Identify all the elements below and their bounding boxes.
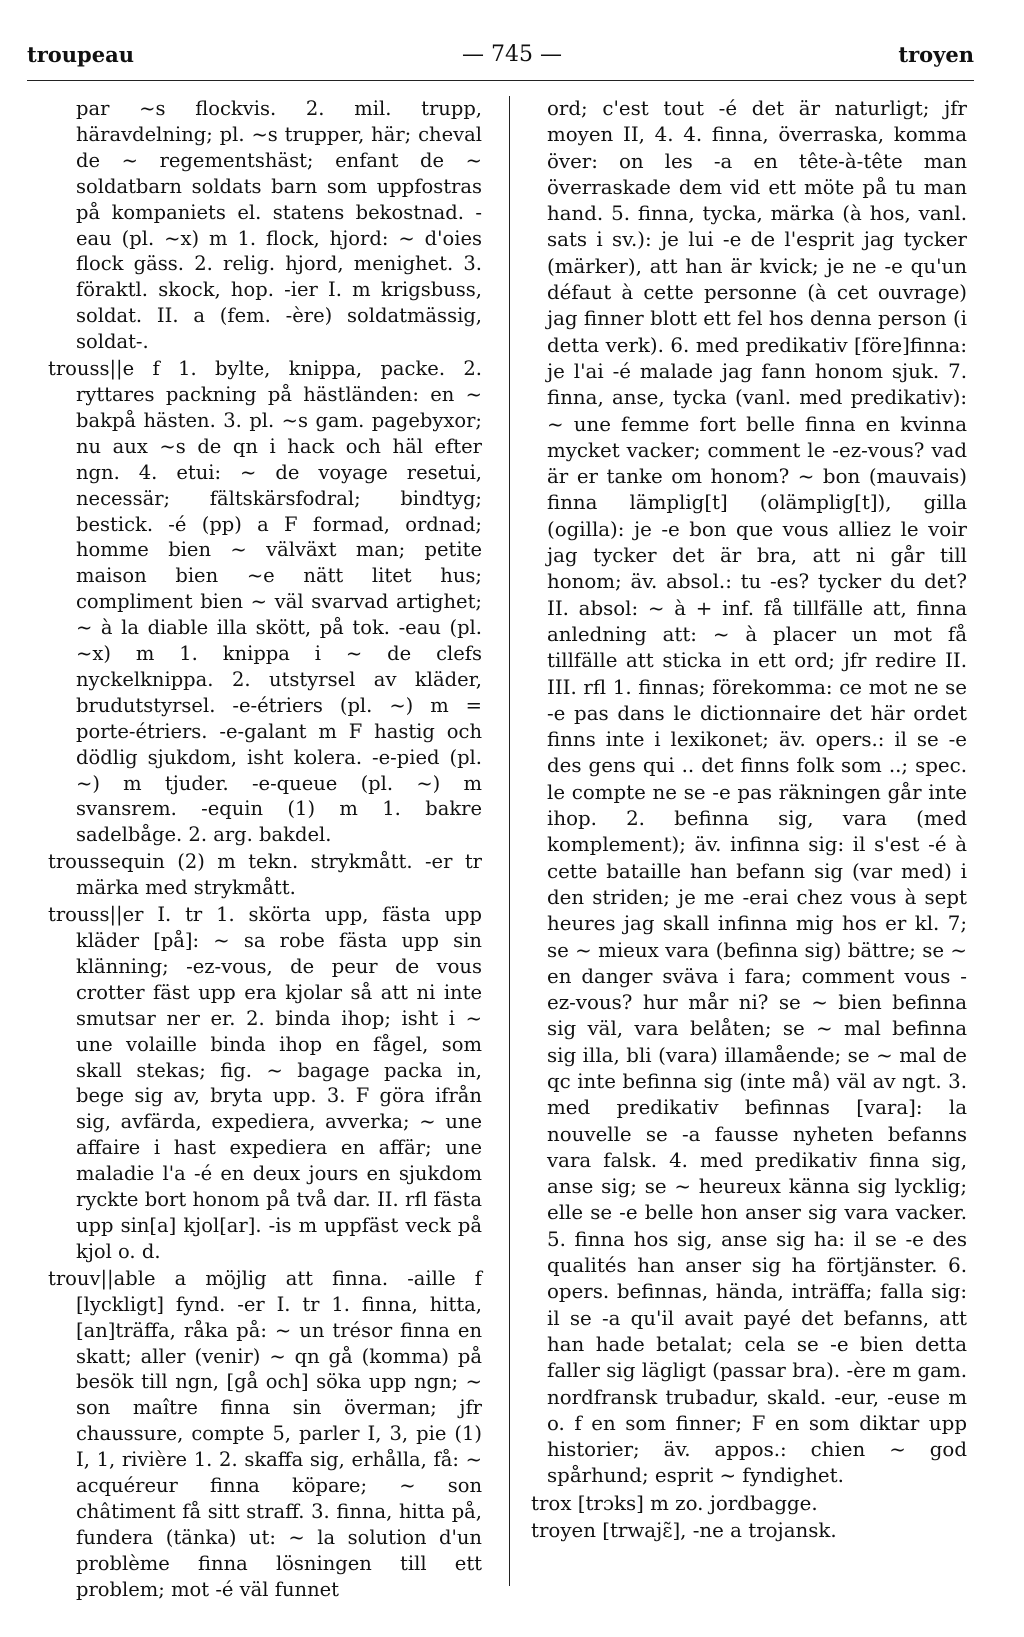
entry-troupeau-continuation: par ~s flockvis. 2. mil. trupp, häravdelning; pl. ~s trupper, här; cheval de ~ regementshäst; enfant de ~ soldatbarn soldats barn som uppfostras på kompaniets el. statens bekostnad. -eau (pl. ~x) m 1. flock, hjord: ~ d'oies flock gäss. 2. relig. hjord, menighet. 3. föraktl. skock, hop. -ier I. m krigsbuss, soldat. II. a (fem. -ère) soldatmässig, soldat-.: [76, 97, 482, 354]
entry-trouvable: trouv||able a möjlig att finna. -aille f [lyckligt] fynd. -er I. tr 1. finna, hitta, [an]träffa, råka på: ~ un trésor finna en skatt; aller (venir) ~ qn gå (komma) på besök till ngn, [gå och] söka upp ngn; ~ son maître finna sin överman; jfr chaussure, compte 5, parler I, 3, pie (1) I, 1, rivière 1. 2. skaffa sig, erhålla, få: ~ acquéreur finna köpare; ~ son châtiment få sitt straff. 3. finna, hitta på, fundera (tänka) ut: ~ la solution d'un problème finna lösningen till ett problem; mot -é väl funnet: [48, 1266, 482, 1601]
header-rule: [27, 80, 974, 81]
entry-trousse: trouss||e f 1. bylte, knippa, packe. 2. ryttares packning på hästländen: en ~ bakpå hästen. 3. pl. ~s gam. pagebyxor; nu aux ~s de qn i hack och häl efter ngn. 4. etui: ~ de voyage resetui, necessär; fältskärsfodral; bindtyg; bestick. -é (pp) a F formad, ordnad; homme bien ~ välväxt man; petite maison bien ~e nätt litet hus; compliment bien ~ väl svarvad artighet; ~ à la diable illa skött, på tok. -eau (pl. ~x) m 1. knippa i ~ de clefs nyckelknippa. 2. utstyrsel av kläder, brudutstyrsel. -e-étriers (pl. ~) m = porte-étriers. -e-galant m F hastig och dödlig sjukdom, isht kolera. -e-pied (pl. ~) m tjuder. -e-queue (pl. ~) m svansrem. -equin (1) m 1. bakre sadelbåge. 2. arg. bakdel.: [48, 357, 482, 847]
entry-trox: trox [trɔks] m zo. jordbagge.: [531, 1491, 818, 1515]
entry-trouver-continuation: ord; c'est tout -é det är naturligt; jfr moyen II, 4. 4. finna, överraska, komma över: on les -a en tête-à-tête man överraskade dem vid ett möte på tu man hand. 5. finna, tycka, märka (à hos, vanl. sats i sv.): je lui -e de l'esprit jag tycker (märker), att han är kvick; je ne -e qu'un défaut à cette personne (à cet ouvrage) jag finner blott ett fel hos denna person (i detta verk). 6. med predikativ [före]finna: je l'ai -é malade jag fann honom sjuk. 7. finna, anse, tycka (vanl. med predikativ): ~ une femme fort belle finna en kvinna mycket vacker; comment le -ez-vous? vad är er tanke om honom? ~ bon (mauvais) finna lämplig[t] (olämplig[t]), gilla (ogilla): je -e bon que vous alliez le voir jag tycker det är bra, att ni går till honom; äv. absol.: tu -es? tycker du det? II. absol: ~ à + inf. få tillfälle att, finna anledning att: ~ à placer un mot få tillfälle att sticka in ett ord; jfr redire II. III. rfl 1. finnas; förekomma: ce mot ne se -e pas dans le dictionnaire det här ordet finns inte i lexikonet; äv. opers.: il se -e des gens qui .. det finns folk som ..; spec. le compte ne se -e pas räkningen går inte ihop. 2. befinna sig, vara (med komplement); äv. infinna sig: il s'est -é à cette bataille han befann sig (var med) i den striden; je me -erai chez vous à sept heures jag skall infinna mig hos er kl. 7; se ~ mieux vara (befinna sig) bättre; se ~ en danger sväva i fara; comment vous -ez-vous? hur mår ni? se ~ bien befinna sig väl, vara belåten; se ~ mal befinna sig illa, bli (vara) illamående; se ~ mal de qc inte befinna sig (inte må) väl av ngt. 3. med predikativ befinnas [vara]: la nouvelle se -a fausse nyheten befanns vara falsk. 4. med predikativ finna sig, anse sig; se ~ heureux känna sig lycklig; elle se -e belle hon anser sig vara vacker. 5. finna hos sig, anse sig ha: il se -e des qualités han anser sig ha förtjänster. 6. opers. befinnas, hända, inträffa; falla sig: il se -a qu'il avait payé det befanns, att han hade betalat; cela se -e bien detta faller sig lägligt (passar bra). -ère m gam. nordfransk trubadur, skald. -eur, -euse m o. f en som finner; F en som diktar upp historier; äv. appos.: chien ~ god spårhund; esprit ~ fyndighet.: [547, 97, 967, 1488]
entry-troussequin: troussequin (2) m tekn. strykmått. -er tr märka med strykmått.: [48, 850, 482, 900]
entry-troyen: troyen [trwajɛ̃], -ne a trojansk.: [531, 1519, 837, 1543]
right-column: [531, 96, 967, 1544]
left-column: [48, 96, 482, 1603]
entry-trousser: trouss||er I. tr 1. skörta upp, fästa upp kläder [på]: ~ sa robe fästa upp sin klänning; -ez-vous, de peur de vous crotter fäst upp era kjolar så att ni inte smutsar ner er. 2. binda ihop; isht i ~ une volaille binda ihop en fågel, som skall stekas; fig. ~ bagage packa in, bege sig av, bryta upp. 3. F göra ifrån sig, avfärda, expediera, avverka; ~ une affaire i hast expediera en affär; une maladie l'a -é en deux jours en sjukdom ryckte bort honom på två dar. II. rfl fästa upp sin[a] kjol[ar]. -is m uppfäst veck på kjol o. d.: [48, 903, 482, 1263]
header-left-guide-word: troupeau: [27, 42, 134, 67]
header-right-guide-word: troyen: [898, 42, 974, 67]
column-divider: [509, 96, 510, 1586]
page-number: — 745 —: [462, 42, 562, 67]
